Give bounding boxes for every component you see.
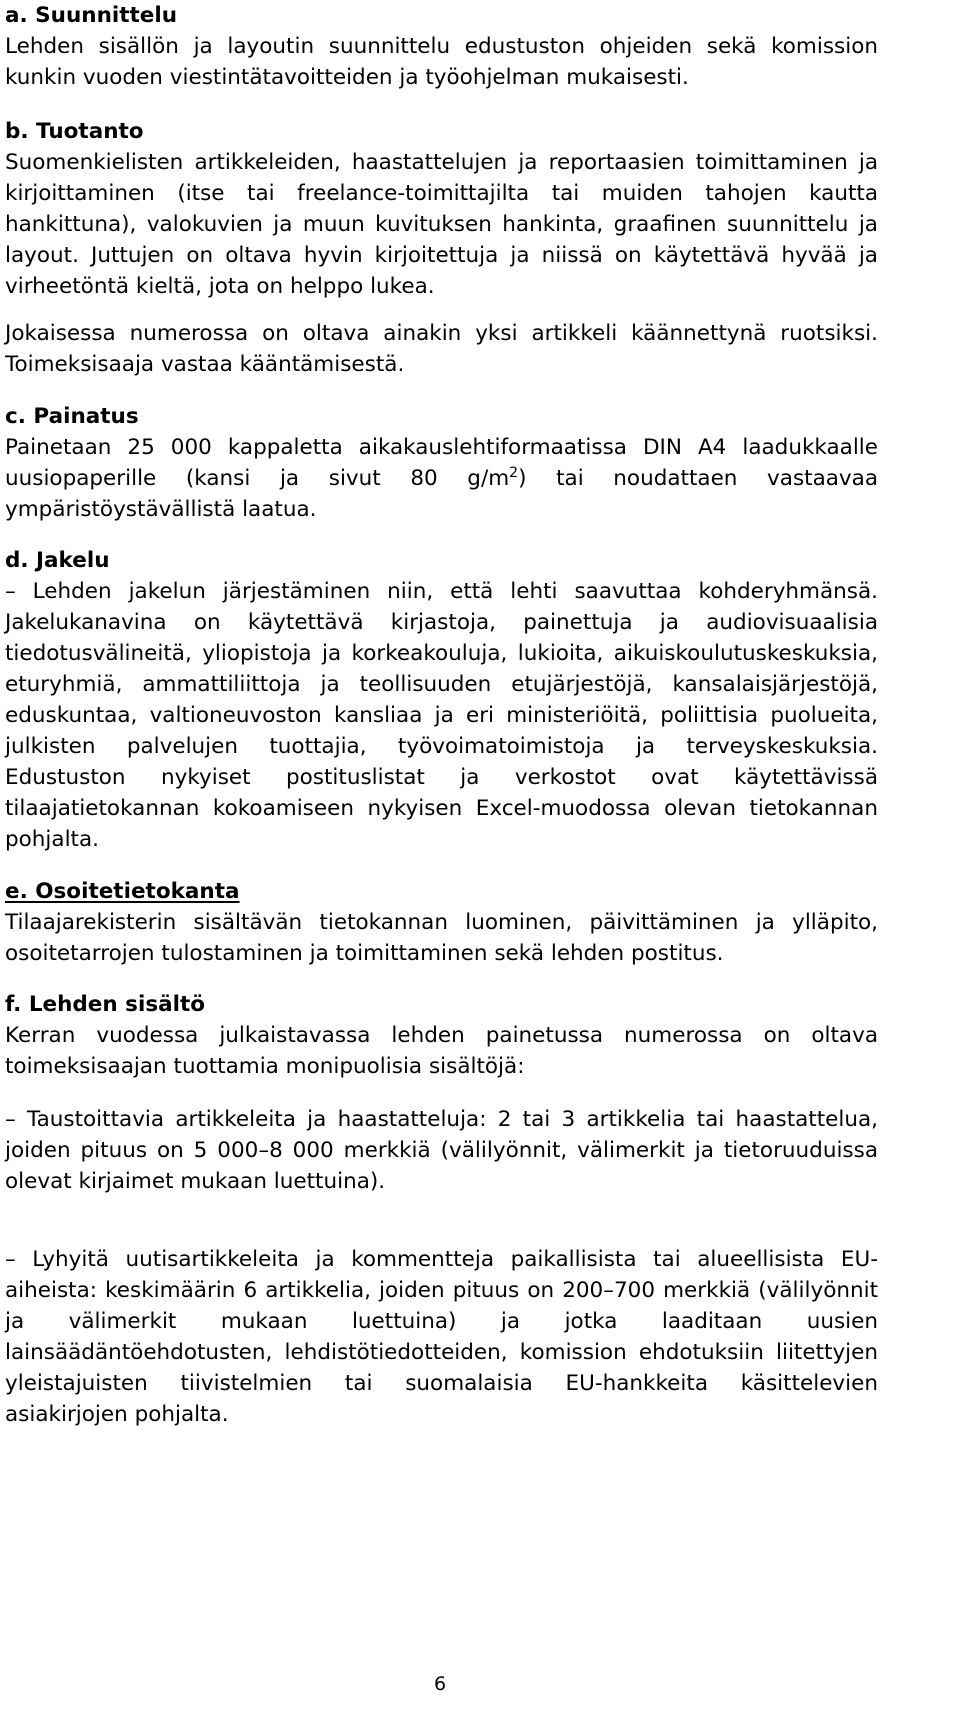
section-suunnittelu: [5, 0, 878, 93]
body-text: Painetaan 25 000 kappaletta aikakauslehtiformaatissa DIN A4 laadukkaalle uusiopaperille (kansi ja sivut 80 g/m: [5, 435, 878, 491]
section-heading: d. Jakelu: [5, 548, 110, 573]
section-body-secondary: Jokaisessa numerossa on oltava ainakin yksi artikkeli käännettynä ruotsiksi. Toimeksisaaja vastaa kääntämisestä.: [5, 321, 878, 377]
section-heading: a. Suunnittelu: [5, 3, 178, 28]
page-number: 6: [433, 1673, 447, 1695]
list-item: – Lyhyitä uutisartikkeleita ja kommentteja paikallisista tai alueellisista EU-aiheista: keskimäärin 6 artikkelia, joiden pituus on 200–700 merkkiä (välilyönnit ja välimerkit mukaan luettuina) ja jotka laaditaan uusien lainsäädäntöehdotusten, lehdistötiedotteiden, komission ehdotuksiin liitettyjen yleistajuisten tiivistelmien tai suomalaisia EU-hankkeita käsittelevien asiakirjojen pohjalta.: [5, 1247, 878, 1427]
section-painatus: [5, 401, 878, 525]
section-body: Lehden sisällön ja layoutin suunnittelu edustuston ohjeiden sekä komission kunkin vuoden viestintätavoitteiden ja työohjelman mukaisesti.: [5, 34, 878, 90]
section-osoitetietokanta: [5, 876, 878, 969]
superscript: 2: [509, 464, 519, 481]
section-body: Suomenkielisten artikkeleiden, haastattelujen ja reportaasien toimittaminen ja kirjoittaminen (itse tai freelance-toimittajilta tai muiden tahojen kautta hankittuna), valokuvien ja muun kuvituksen hankinta, graafinen suunnittelu ja layout. Juttujen on oltava hyvin kirjoitettuja ja niissä on käytettävä hyvää ja virheetöntä kieltä, jota on helppo lukea.: [5, 150, 878, 299]
body-text: ) tai noudattaen vastaavaa ympäristöystävällistä laatua.: [5, 466, 879, 522]
section-lehden-sisalto: [5, 989, 878, 1430]
section-heading: b. Tuotanto: [5, 119, 144, 144]
list-item: – Taustoittavia artikkeleita ja haastatteluja: 2 tai 3 artikkelia tai haastattelua, joiden pituus on 5 000–8 000 merkkiä (välilyönnit, välimerkit ja tietoruuduissa olevat kirjaimet mukaan luettuina).: [5, 1107, 878, 1194]
section-tuotanto: [5, 116, 878, 380]
section-jakelu: [5, 545, 878, 855]
section-body: Tilaajarekisterin sisältävän tietokannan luominen, päivittäminen ja ylläpito, osoitetarrojen tulostaminen ja toimittaminen sekä lehden postitus.: [5, 910, 878, 966]
section-heading: f. Lehden sisältö: [5, 992, 206, 1017]
section-heading: e. Osoitetietokanta: [5, 879, 240, 904]
document-page: [5, 0, 878, 1430]
section-body: Kerran vuodessa julkaistavassa lehden painetussa numerossa on oltava toimeksisaajan tuottamia monipuolisia sisältöjä:: [5, 1023, 878, 1079]
section-heading: c. Painatus: [5, 404, 139, 429]
section-body: [5, 432, 878, 525]
section-body: – Lehden jakelun järjestäminen niin, että lehti saavuttaa kohderyhmänsä. Jakelukanavina on käytettävä kirjastoja, painettuja ja audiovisuaalisia tiedotusvälineitä, yliopistoja ja korkeakouluja, lukioita, aikuiskoulutuskeskuksia, eturyhmiä, ammattiliittoja ja teollisuuden etujärjestöjä, kansalaisjärjestöjä, eduskuntaa, valtioneuvoston kansliaa ja eri ministeriöitä, poliittisia puolueita, julkisten palvelujen tuottajia, työvoimatoimistoja ja terveyskeskuksia. Edustuston nykyiset postituslistat ja verkostot ovat käytettävissä tilaajatietokannan kokoamiseen nykyisen Excel-muodossa olevan tietokannan pohjalta.: [5, 579, 878, 852]
